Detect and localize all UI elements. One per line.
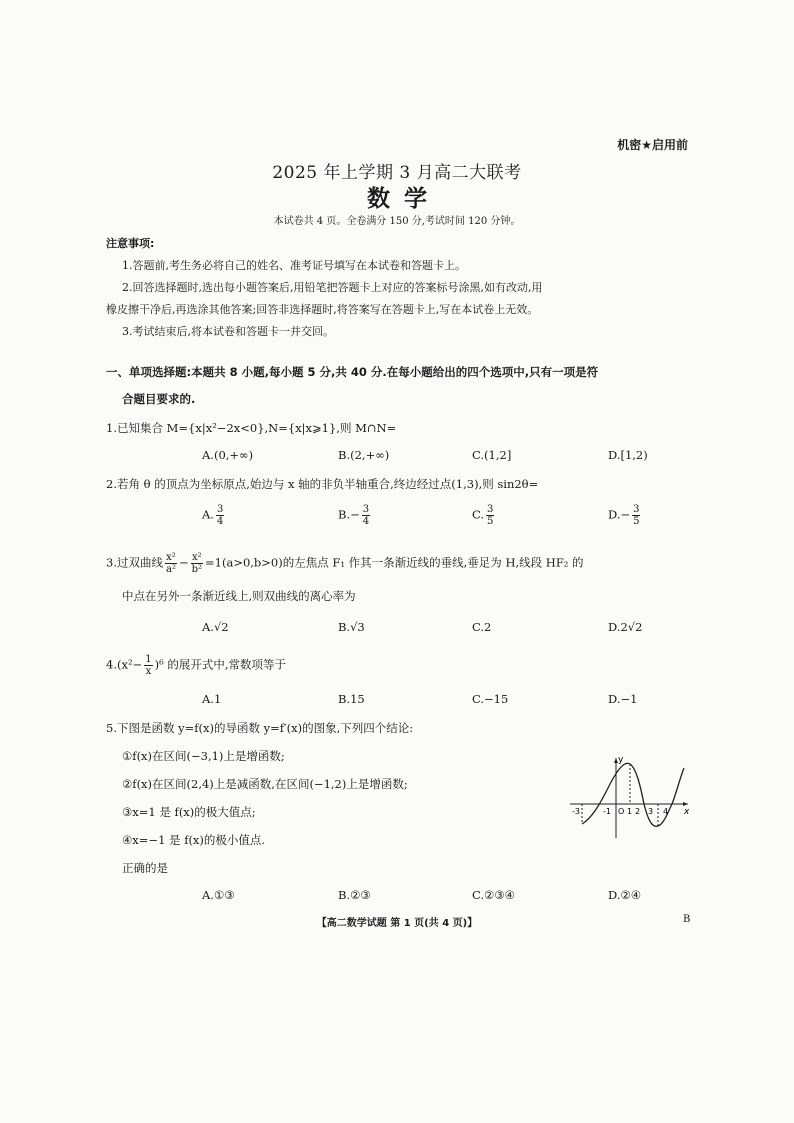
- q1-option-a: A.(0,+∞): [202, 448, 254, 462]
- tick-2: 2: [635, 807, 641, 816]
- q5-statement-4: ④x=−1 是 f(x)的极小值点.: [122, 833, 266, 847]
- exam-title: 2025 年上学期 3 月高二大联考: [272, 163, 522, 183]
- q2-option-d: D.− $\frac{3}{5}$: [608, 504, 640, 527]
- note-2a: 2.回答选择题时,选出每小题答案后,用铅笔把答题卡上对应的答案标号涂黑,如有改动,用: [122, 281, 543, 294]
- confidential-mark: 机密★启用前: [617, 138, 688, 152]
- q3-stem: 3.过双曲线 $\frac{\text{x²}}{\text{a²}}$ − $\frac{\text{x²}}{\text{b²}}$ =1(a>0,b>0)的左焦点 F₁ 作其一条渐近线的垂线,垂足为 H,线段 HF₂ 的: [106, 552, 584, 575]
- graph-y-label: y: [618, 755, 624, 765]
- q5-statement-3: ③x=1 是 f(x)的极大值点;: [122, 805, 256, 819]
- q3-option-c: C.2: [472, 620, 492, 634]
- tick-m3: -3: [572, 807, 580, 816]
- tick-o: O: [618, 807, 625, 816]
- q2-stem: 2.若角 θ 的顶点为坐标原点,始边与 x 轴的非负半轴重合,终边经过点(1,3),则 sin2θ=: [106, 477, 539, 491]
- q5-statement-2: ②f(x)在区间(2,4)上是减函数,在区间(−1,2)上是增函数;: [122, 777, 408, 791]
- q5-option-a: A.①③: [202, 888, 235, 902]
- q5-option-d: D.②④: [608, 888, 642, 902]
- section-heading-line1: 一、单项选择题:本题共 8 小题,每小题 5 分,共 40 分.在每小题给出的四个选项中,只有一项是符: [106, 365, 599, 379]
- q3-option-b: B.√3: [338, 620, 365, 634]
- q5-option-c: C.②③④: [472, 888, 515, 902]
- q3-option-d: D.2√2: [608, 620, 643, 634]
- q1-option-b: B.(2,+∞): [338, 448, 390, 462]
- graph-x-label: x: [684, 807, 690, 817]
- q4-option-c: C.−15: [472, 692, 509, 706]
- derivative-curve: [582, 763, 684, 826]
- note-1: 1.答题前,考生务必将自己的姓名、准考证号填写在本试卷和答题卡上。: [122, 259, 466, 272]
- q4-stem: 4.(x²− $\frac{1}{x}$ )⁶ 的展开式中,常数项等于: [106, 654, 286, 677]
- q3-option-a: A.√2: [202, 620, 229, 634]
- derivative-graph: [566, 752, 696, 842]
- exam-info: 本试卷共 4 页。全卷满分 150 分,考试时间 120 分钟。: [273, 216, 521, 227]
- q4-option-b: B.15: [338, 692, 365, 706]
- tick-4: 4: [663, 807, 669, 816]
- version-mark: B: [683, 914, 691, 925]
- note-2b: 橡皮擦干净后,再选涂其他答案;回答非选择题时,将答案写在答题卡上,写在本试卷上无效。: [106, 303, 539, 316]
- x-axis-arrow: [683, 802, 688, 806]
- page-footer: 【高二数学试题 第 1 页(共 4 页)】: [316, 918, 478, 929]
- tick-3: 3: [648, 807, 654, 816]
- q5-stem: 5.下图是函数 y=f(x)的导函数 y=f′(x)的图象,下列四个结论:: [106, 721, 414, 735]
- q5-statement-1: ①f(x)在区间(−3,1)上是增函数;: [122, 749, 285, 763]
- q4-option-d: D.−1: [608, 692, 638, 706]
- tick-m1: -1: [603, 807, 611, 816]
- section-heading-line2: 合题目要求的.: [122, 392, 196, 406]
- q2-option-c: C. $\frac{3}{5}$: [472, 504, 494, 527]
- note-3: 3.考试结束后,将本试卷和答题卡一并交回。: [122, 325, 334, 338]
- q2-option-b: B.− $\frac{3}{4}$: [338, 504, 370, 527]
- q2-option-a: A. $\frac{3}{4}$: [202, 504, 224, 527]
- q5-ask: 正确的是: [122, 861, 168, 875]
- tick-1: 1: [627, 807, 633, 816]
- notes-heading: 注意事项:: [106, 237, 155, 250]
- q1-stem: 1.已知集合 M={x|x²−2x<0},N={x|x⩾1},则 M∩N=: [106, 421, 397, 435]
- q5-option-b: B.②③: [338, 888, 371, 902]
- q1-option-c: C.(1,2]: [472, 448, 512, 462]
- q1-option-d: D.[1,2): [608, 448, 648, 462]
- q3-stem-line2: 中点在另外一条渐近线上,则双曲线的离心率为: [122, 589, 356, 603]
- q4-option-a: A.1: [202, 692, 222, 706]
- subject-title: 数学: [367, 185, 441, 212]
